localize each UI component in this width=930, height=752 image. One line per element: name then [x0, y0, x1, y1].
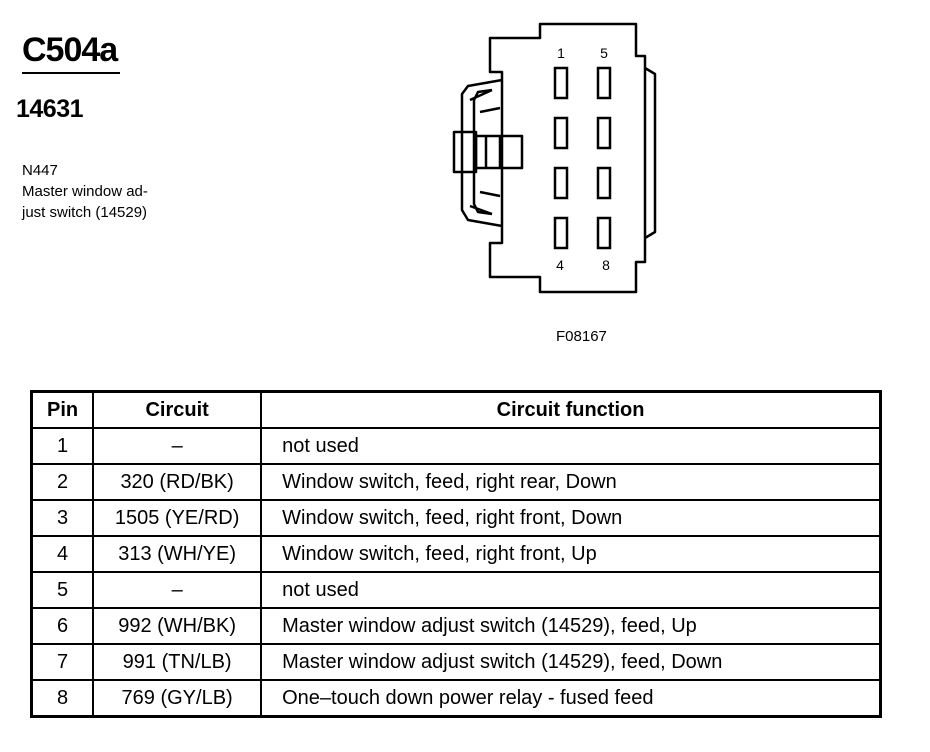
- pin-cell: 1: [32, 428, 94, 464]
- connector-id: C504a: [22, 31, 118, 69]
- header-pin: Pin: [32, 392, 94, 429]
- pin-cell: 2: [32, 464, 94, 500]
- circuit-cell: 992 (WH/BK): [93, 608, 261, 644]
- connector-latch: [462, 80, 502, 226]
- function-cell: Window switch, feed, right rear, Down: [261, 464, 880, 500]
- connector-face-diagram: [440, 20, 670, 300]
- pin-cavity-5: [598, 68, 610, 98]
- table-row: [32, 644, 881, 680]
- table-row: [32, 464, 881, 500]
- pin-cell: 5: [32, 572, 94, 608]
- function-cell: One–touch down power relay - fused feed: [261, 680, 880, 717]
- part-number: 14631: [16, 95, 84, 123]
- circuit-cell: –: [93, 572, 261, 608]
- function-cell: Master window adjust switch (14529), feed, Down: [261, 644, 880, 680]
- pin-cavity-4: [555, 218, 567, 248]
- pin-cell: 8: [32, 680, 94, 717]
- circuit-cell: 991 (TN/LB): [93, 644, 261, 680]
- pin-cavity-7: [598, 168, 610, 198]
- header-circuit-function: Circuit function: [261, 392, 880, 429]
- connector-id-underline: [22, 72, 120, 74]
- function-cell: not used: [261, 572, 880, 608]
- pin-table: [30, 390, 882, 718]
- function-cell: Window switch, feed, right front, Down: [261, 500, 880, 536]
- table-row: [32, 428, 881, 464]
- pin-label-8: 8: [602, 257, 610, 273]
- pin-cavity-8: [598, 218, 610, 248]
- header-circuit: Circuit: [93, 392, 261, 429]
- pin-label-1: 1: [557, 45, 565, 61]
- latch-ridge: [480, 108, 500, 196]
- pin-cavity-3: [555, 168, 567, 198]
- function-cell: not used: [261, 428, 880, 464]
- function-cell: Master window adjust switch (14529), feed, Up: [261, 608, 880, 644]
- description-line: Master window ad-: [22, 183, 148, 200]
- table-row: [32, 572, 881, 608]
- table-row: [32, 608, 881, 644]
- figure-reference: F08167: [556, 328, 607, 345]
- latch-tab: [454, 132, 476, 172]
- connector-housing-outline: [490, 24, 645, 292]
- circuit-cell: 313 (WH/YE): [93, 536, 261, 572]
- pin-cavity-6: [598, 118, 610, 148]
- table-row: [32, 500, 881, 536]
- connector-description: [22, 160, 148, 223]
- table-row: [32, 536, 881, 572]
- pin-cavity-1: [555, 68, 567, 98]
- description-line: N447: [22, 162, 58, 179]
- pin-label-4: 4: [556, 257, 564, 273]
- function-cell: Window switch, feed, right front, Up: [261, 536, 880, 572]
- circuit-cell: 769 (GY/LB): [93, 680, 261, 717]
- circuit-cell: 320 (RD/BK): [93, 464, 261, 500]
- table-header-row: [32, 392, 881, 429]
- pin-cell: 4: [32, 536, 94, 572]
- connector-side-rail: [645, 68, 655, 238]
- pin-cell: 3: [32, 500, 94, 536]
- pin-cavity-2: [555, 118, 567, 148]
- pin-cell: 6: [32, 608, 94, 644]
- pin-cell: 7: [32, 644, 94, 680]
- circuit-cell: 1505 (YE/RD): [93, 500, 261, 536]
- pin-label-5: 5: [600, 45, 608, 61]
- circuit-cell: –: [93, 428, 261, 464]
- description-line: just switch (14529): [22, 204, 148, 221]
- table-row: [32, 680, 881, 717]
